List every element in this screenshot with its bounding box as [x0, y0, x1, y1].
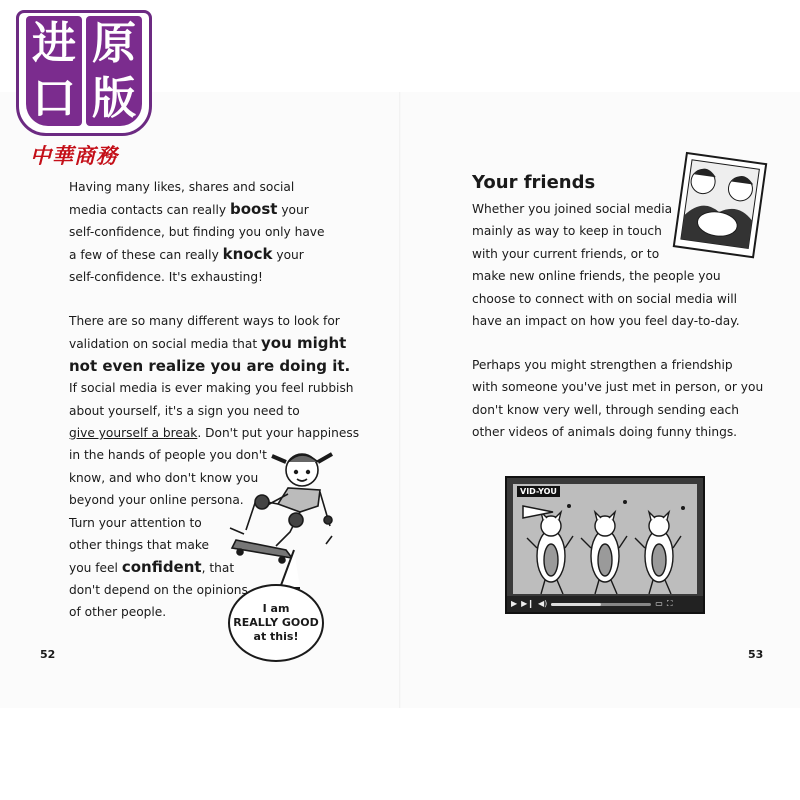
- settings-icon[interactable]: ▭: [655, 599, 663, 608]
- text-line: self-confidence. It's exhausting!: [69, 269, 263, 284]
- right-page-number: 53: [748, 648, 764, 661]
- logo-char: 版: [92, 72, 136, 124]
- section-heading: Your friends: [472, 172, 596, 193]
- video-channel-label: VID-YOU: [517, 486, 560, 497]
- text-line: about yourself, it's a sign you need to: [69, 403, 300, 418]
- dancing-cats-illustration: [513, 484, 697, 594]
- logo-block-right: [86, 16, 142, 126]
- text-line: self-confidence, but finding you only have: [69, 224, 325, 239]
- text-line: media contacts can really boost your: [69, 200, 309, 219]
- text-line: validation on social media that you might: [69, 334, 347, 353]
- text-line: have an impact on how you feel day-to-day.: [472, 313, 740, 328]
- fullscreen-icon[interactable]: ⛶: [666, 599, 673, 608]
- logo-char: 进: [32, 17, 76, 69]
- friends-photo-illustration: [668, 150, 770, 260]
- bubble-line: I am: [262, 602, 290, 615]
- book-gutter: [399, 92, 401, 708]
- text-line: give yourself a break. Don't put your happiness: [69, 425, 360, 440]
- bubble-line: REALLY GOOD: [233, 616, 319, 629]
- emphasis-text: confident: [121, 558, 202, 577]
- text-line: make new online friends, the people you: [472, 269, 721, 284]
- text-line: There are so many different ways to look for: [69, 314, 340, 328]
- emphasis-text: boost: [230, 200, 278, 219]
- emphasis-text: you might: [261, 334, 347, 353]
- video-player[interactable]: [505, 476, 705, 614]
- left-paragraph-1: [69, 176, 325, 288]
- text-line: know, and who don't know you: [69, 470, 259, 485]
- emphasis-text: not even realize you are doing it.: [69, 356, 351, 375]
- seek-progress: [551, 603, 601, 606]
- speech-bubble: [228, 584, 324, 662]
- text-line: [69, 355, 359, 377]
- text-line: Perhaps you might strengthen a friendship: [472, 358, 733, 372]
- logo-char: 口: [32, 72, 76, 124]
- text-line: don't know very well, through sending each: [472, 402, 739, 417]
- text-line: with someone you've just met in person, or you: [472, 380, 764, 395]
- logo-block-left: [26, 16, 82, 126]
- play-icon[interactable]: ▶: [511, 599, 518, 608]
- logo-subtitle: 中華商務: [30, 143, 118, 168]
- text-line: choose to connect with on social media will: [472, 291, 737, 306]
- text-line: beyond your online persona.: [69, 493, 244, 508]
- emphasis-text: knock: [222, 245, 273, 264]
- text-line: you feel confident, that: [69, 558, 235, 577]
- right-paragraph-2: [472, 354, 763, 444]
- text-line: other videos of animals doing funny things.: [472, 425, 738, 440]
- logo-char: 原: [92, 17, 136, 69]
- left-page-number: 52: [40, 648, 56, 661]
- text-line: don't depend on the opinions: [69, 582, 248, 597]
- bubble-line: at this!: [253, 630, 299, 643]
- text-line: in the hands of people you don't: [69, 448, 267, 463]
- text-line: a few of these can really knock your: [69, 245, 304, 264]
- text-line: Turn your attention to: [69, 515, 202, 530]
- underlined-text: give yourself a break: [69, 425, 198, 440]
- seek-bar[interactable]: [551, 603, 651, 606]
- text-line: of other people.: [69, 605, 167, 620]
- text-line: with your current friends, or to: [472, 246, 660, 261]
- video-controls: [507, 596, 703, 612]
- volume-icon[interactable]: ◀): [538, 599, 548, 608]
- text-line: Whether you joined social media: [472, 202, 673, 216]
- next-icon[interactable]: ▶❙: [521, 599, 535, 608]
- text-line: If social media is ever making you feel rubbish: [69, 381, 354, 396]
- video-screen[interactable]: [513, 484, 697, 594]
- text-line: Having many likes, shares and social: [69, 180, 295, 194]
- text-line: other things that make: [69, 537, 210, 552]
- publisher-logo: [16, 8, 152, 168]
- text-line: mainly as way to keep in touch: [472, 224, 662, 239]
